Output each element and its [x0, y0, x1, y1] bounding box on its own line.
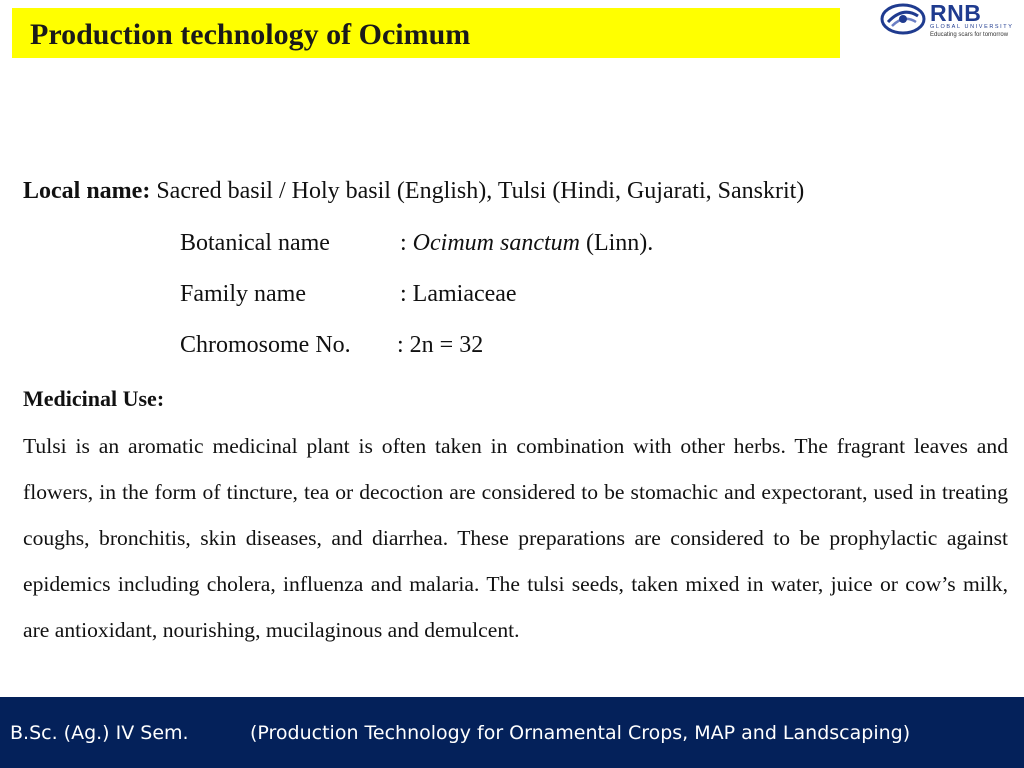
botanical-name-sep: : [400, 230, 413, 256]
chromosome-value: : 2n = 32 [397, 332, 484, 358]
local-name-label: Local name: [23, 178, 151, 204]
logo-name: RNB [930, 0, 982, 26]
logo-tagline: Educating scars for tomorrow [930, 32, 1009, 38]
chromosome-label: Chromosome No. [180, 332, 351, 358]
title-bar [12, 8, 840, 58]
footer-bar [0, 697, 1024, 768]
local-name-line [23, 178, 804, 205]
family-name-line [180, 281, 517, 308]
logo-subtitle: GLOBAL UNIVERSITY [930, 24, 1014, 30]
botanical-name-value: Ocimum sanctum [412, 230, 580, 256]
local-name-value: Sacred basil / Holy basil (English), Tulsi (Hindi, Gujarati, Sanskrit) [150, 178, 805, 204]
botanical-name-label: Botanical name [180, 230, 330, 256]
footer-semester: B.Sc. (Ag.) IV Sem. [10, 722, 189, 744]
family-name-label: Family name [180, 281, 306, 307]
botanical-name-line [180, 230, 653, 257]
botanical-name-suffix: (Linn). [579, 230, 654, 256]
medicinal-use-paragraph: Tulsi is an aromatic medicinal plant is often taken in combination with other herbs. The fragrant leaves and flowers, in the form of tincture, tea or decoction are considered to be stomachic and expectorant, used in treating coughs, bronchitis, skin diseases, and diarrhea. These preparations are considered to be prophylactic against epidemics including cholera, influenza and malaria. The tulsi seeds, taken mixed in water, juice or cow’s milk, are antioxidant, nourishing, mucilaginous and demulcent. [23, 434, 1008, 642]
medicinal-use-heading: Medicinal Use: [23, 386, 165, 411]
university-emblem-icon [880, 2, 926, 36]
page-title: Production technology of Ocimum [30, 18, 471, 51]
family-name-value: : Lamiaceae [400, 281, 517, 307]
chromosome-line [180, 332, 483, 359]
footer-course: (Production Technology for Ornamental Crops, MAP and Landscaping) [250, 722, 911, 744]
university-logo [878, 2, 1018, 42]
